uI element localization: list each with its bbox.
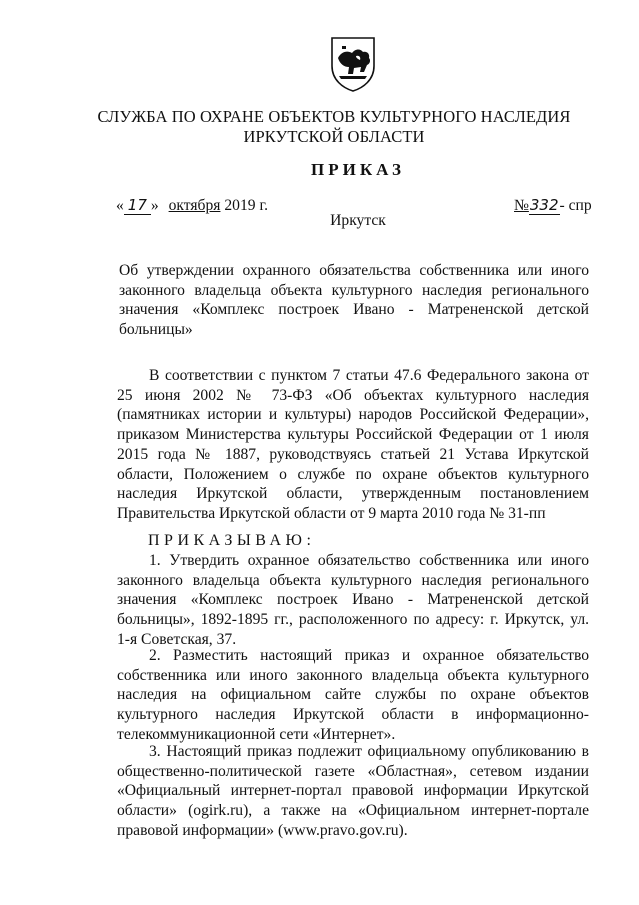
order-item-1 [117,551,589,650]
number-prefix: № [514,197,529,214]
organization-name-line1: СЛУЖБА ПО ОХРАНЕ ОБЪЕКТОВ КУЛЬТУРНОГО НАСЛЕДИЯ [97,107,571,126]
date-year: 2019 г. [224,197,268,214]
organization-name-line2: ИРКУТСКОЙ ОБЛАСТИ [243,127,425,146]
preamble [117,366,589,524]
order-subject [119,261,589,339]
order-item-text: 2. Разместить настоящий приказ и охранное обязательство собственника или иного законного владельца объекта культурного наследия на официальном сайте службы по охране объектов культурного наследия Иркутской области в информационно-телекоммуникационной сети «Интернет». [117,647,589,743]
irkutsk-coat-of-arms-icon [329,36,377,92]
order-item-text: 3. Настоящий приказ подлежит официальному опубликованию в общественно-политической газете «Областная», сетевом издании «Официальный интернет-портал правовой информации Иркутской области» (ogirk.ru), а также на «Официальном интернет-портале правовой информации» (www.pravo.gov.ru). [117,743,589,839]
number-value: 332 [529,196,559,214]
number-suffix: - спр [559,197,592,214]
order-item-3 [117,742,589,841]
date-month: октября [168,197,221,214]
order-item-text: 1. Утвердить охранное обязательство собственника или иного законного владельца объекта культурного наследия регионального значения «Комплекс построек Ивано - Матрененской детской больницы», 1892-1895 гг., расположенного по адресу: г. Иркутск, ул. 1-я Советская, 37. [117,552,589,648]
order-item-2 [117,646,589,745]
date-close-quote: » [150,197,159,214]
order-city: Иркутск [330,212,386,229]
preamble-text: В соответствии с пунктом 7 статьи 47.6 Федерального закона от 25 июня 2002 № 73-ФЗ «Об объектах культурного наследия (памятниках истории и культуры) народов Российской Федерации», приказом Министерства культуры Российской Федерации от 1 июля 2015 года № 1887, руководствуясь статьей 21 Устава Иркутской области, Положением о службе по охране объектов культурного наследия Иркутской области, утвержденным постановлением Правительства Иркутской области от 9 марта 2010 года № 31-пп [117,367,589,522]
date-open-quote: « [116,197,124,214]
orders-heading: ПРИКАЗЫВАЮ: [148,532,316,549]
order-title: ПРИКАЗ [311,160,405,179]
date-day: 17 [124,196,151,215]
order-subject-text: Об утверждении охранного обязательства собственника или иного законного владельца объекта культурного наследия регионального значения «Комплекс построек Ивано - Матрененской детской больницы» [119,262,589,338]
